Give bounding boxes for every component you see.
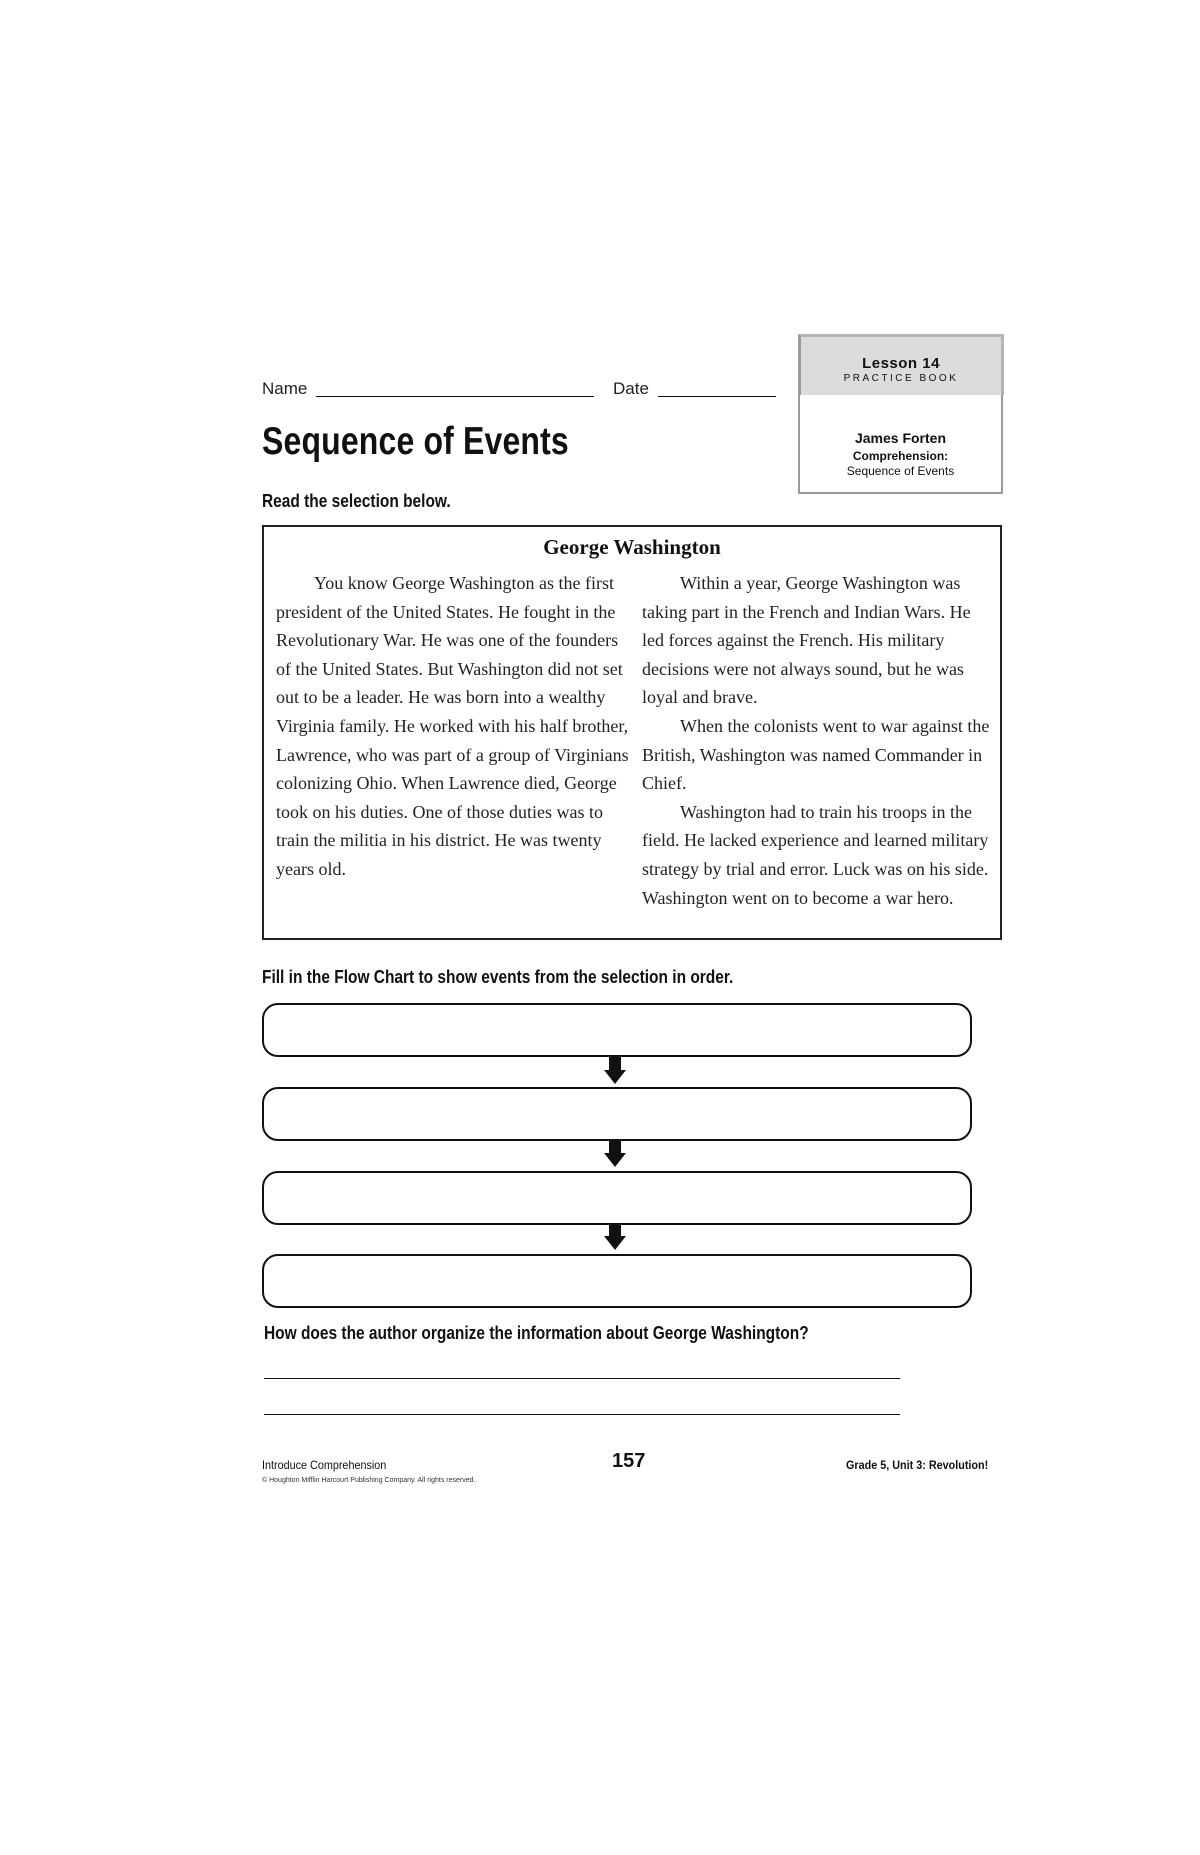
- lesson-number: Lesson 14: [862, 355, 940, 372]
- page-title: Sequence of Events: [262, 420, 569, 463]
- selection-paragraph: You know George Washington as the first president of the United States. He fought in the Revolutionary War. He was one of the founders of the United States. But Washington did not set out to be a leader. He was born into a wealthy Virginia family. He worked with his half brother, Lawrence, who was part of a group of Virginians colonizing Ohio. When Lawrence died, George took on his duties. One of those duties was to train the militia in his district. He was twenty years old.: [276, 573, 629, 879]
- footer-copyright: © Houghton Mifflin Harcourt Publishing Company. All rights reserved.: [262, 1477, 476, 1484]
- lesson-box: [798, 334, 1002, 494]
- skill-type: Comprehension:: [852, 449, 949, 463]
- practice-book-label: PRACTICE BOOK: [843, 373, 959, 384]
- selection-paragraph: Within a year, George Washington was taking part in the French and Indian Wars. He led forces against the French. His military decisions were not always sound, but he was loyal and brave.: [642, 573, 971, 708]
- reading-selection: [262, 525, 1002, 940]
- flow-chart-box-4[interactable]: [262, 1254, 972, 1308]
- flow-chart-instruction: Fill in the Flow Chart to show events from the selection in order.: [262, 967, 734, 987]
- organization-question: How does the author organize the information about George Washington?: [264, 1323, 809, 1343]
- down-arrow-icon: [604, 1223, 626, 1250]
- answer-line-1[interactable]: [264, 1378, 900, 1379]
- selection-title: George Washington: [543, 535, 721, 559]
- selection-paragraph: When the colonists went to war against the British, Washington was named Commander in Chief.: [642, 715, 990, 794]
- date-label: Date: [613, 379, 649, 398]
- answer-line-2[interactable]: [264, 1414, 900, 1415]
- down-arrow-icon: [604, 1140, 626, 1167]
- date-field[interactable]: [658, 396, 776, 397]
- flow-chart-box-1[interactable]: [262, 1003, 972, 1057]
- skill-name: Sequence of Events: [846, 464, 955, 478]
- flow-chart-box-3[interactable]: [262, 1171, 972, 1225]
- name-label: Name: [262, 379, 308, 398]
- selection-column-right: [642, 569, 992, 912]
- read-instruction: Read the selection below.: [262, 491, 451, 511]
- selection-paragraph: Washington had to train his troops in the field. He lacked experience and learned military strategy by trial and error. Luck was on his side. Washington went on to become a war hero.: [642, 801, 989, 908]
- lesson-details: [798, 395, 1003, 494]
- footer-section-label: Introduce Comprehension: [262, 1458, 387, 1472]
- flow-chart-box-2[interactable]: [262, 1087, 972, 1141]
- page-number: 157: [612, 1450, 646, 1472]
- down-arrow-icon: [604, 1057, 626, 1084]
- story-title: James Forten: [854, 430, 947, 446]
- lesson-header: [798, 334, 1004, 395]
- name-field[interactable]: [316, 396, 594, 397]
- selection-column-left: [276, 569, 632, 884]
- footer-unit-label: Grade 5, Unit 3: Revolution!: [846, 1458, 989, 1472]
